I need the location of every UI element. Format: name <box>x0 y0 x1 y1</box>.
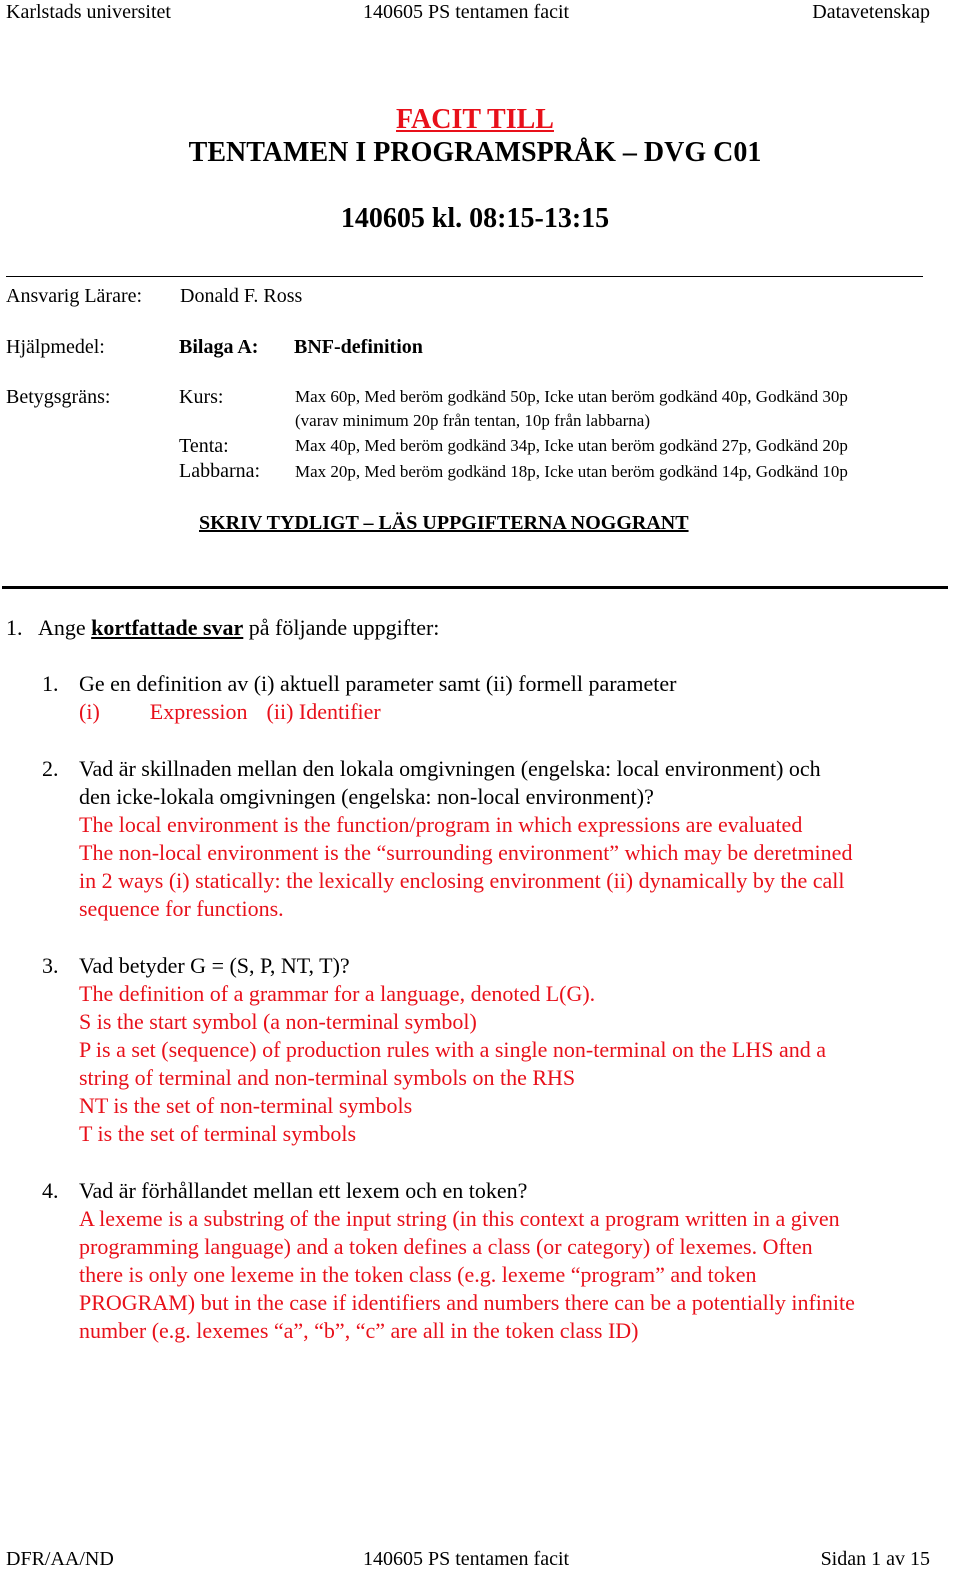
exam-label: Tenta: <box>179 435 229 457</box>
question-4 <box>79 1177 949 1345</box>
exam-value: Max 40p, Med beröm godkänd 34p, Icke utan beröm godkänd 27p, Godkänd 20p <box>295 436 848 455</box>
answer-4-line: PROGRAM) but in the case if identifiers and numbers there can be a potentially infinite <box>79 1290 855 1315</box>
answer-2-line: The non-local environment is the “surrounding environment” which may be deretmined <box>79 840 853 865</box>
course-line-2: (varav minimum 20p från tentan, 10p från labbarna) <box>295 411 650 430</box>
course-line-1: Max 60p, Med beröm godkänd 50p, Icke utan beröm godkänd 40p, Godkänd 30p <box>295 387 848 406</box>
question-1-answer <box>79 698 949 726</box>
answer-3-line: The definition of a grammar for a language, denoted L(G). <box>79 981 596 1006</box>
section-number: 1. <box>6 615 23 640</box>
question-3 <box>79 952 949 1148</box>
aids-item: Bilaga A: <box>179 336 259 358</box>
labs-value: Max 20p, Med beröm godkänd 18p, Icke utan beröm godkänd 14p, Godkänd 10p <box>295 462 848 481</box>
question-2 <box>79 755 949 923</box>
instruction: SKRIV TYDLIGT – LÄS UPPGIFTERNA NOGGRANT <box>199 512 689 534</box>
question-2-line: Vad är skillnaden mellan den lokala omgivningen (engelska: local environment) och <box>79 756 821 781</box>
answer-3-line: string of terminal and non-terminal symbols on the RHS <box>79 1065 576 1090</box>
header-right: Datavetenskap <box>812 1 930 23</box>
question-1-text: Ge en definition av (i) aktuell parameter samt (ii) formell parameter <box>79 671 677 696</box>
answer-4-line: number (e.g. lexemes “a”, “b”, “c” are all in the token class ID) <box>79 1318 639 1343</box>
answer-2-line: The local environment is the function/program in which expressions are evaluated <box>79 812 803 837</box>
section-suffix: på följande uppgifter: <box>248 615 440 640</box>
answer-4-line: programming language) and a token defines a class (or category) of lexemes. Often <box>79 1234 813 1259</box>
answer-3-line: S is the start symbol (a non-terminal symbol) <box>79 1009 477 1034</box>
question-4-text: Vad är förhållandet mellan ett lexem och en token? <box>79 1178 528 1203</box>
labs-label: Labbarna: <box>179 460 261 482</box>
section-prefix: Ange <box>38 615 86 640</box>
question-3-text: Vad betyder G = (S, P, NT, T)? <box>79 953 350 978</box>
question-3-number: 3. <box>42 953 59 978</box>
footer-center: 140605 PS tentamen facit <box>363 1548 570 1570</box>
answer-1-part-ii: (ii) Identifier <box>266 699 381 724</box>
teacher-label: Ansvarig Lärare: <box>6 285 143 307</box>
course-label: Kurs: <box>179 386 224 408</box>
footer-left: DFR/AA/ND <box>6 1548 114 1570</box>
question-1-number: 1. <box>42 671 59 696</box>
answer-1-part-expression: Expression <box>149 699 248 724</box>
section-divider <box>2 586 948 589</box>
header-left: Karlstads universitet <box>6 1 171 23</box>
section-heading <box>6 614 439 642</box>
section-emphasis: kortfattade svar <box>91 615 244 640</box>
header-center: 140605 PS tentamen facit <box>363 1 570 23</box>
header-divider <box>6 276 923 277</box>
answer-2-line: in 2 ways (i) statically: the lexically enclosing environment (ii) dynamically by the call <box>79 868 845 893</box>
exam-date: 140605 kl. 08:15-13:15 <box>340 203 610 234</box>
answer-3-line: T is the set of terminal symbols <box>79 1121 357 1146</box>
question-2-line: den icke-lokala omgivningen (engelska: non-local environment)? <box>79 784 654 809</box>
answer-4-line: there is only one lexeme in the token class (e.g. lexeme “program” and token <box>79 1262 757 1287</box>
aids-label: Hjälpmedel: <box>6 336 105 358</box>
grade-label: Betygsgräns: <box>6 386 111 408</box>
aids-value: BNF-definition <box>294 336 423 358</box>
teacher-value: Donald F. Ross <box>180 285 303 307</box>
answer-2-line: sequence for functions. <box>79 896 284 921</box>
question-1 <box>79 670 949 726</box>
answer-1-part-i: (i) <box>79 699 100 724</box>
question-2-number: 2. <box>42 756 59 781</box>
footer-page-number: Sidan 1 av 15 <box>820 1548 930 1570</box>
answer-3-line: NT is the set of non-terminal symbols <box>79 1093 413 1118</box>
answer-4-line: A lexeme is a substring of the input string (in this context a program written in a given <box>79 1206 840 1231</box>
exam-title: TENTAMEN I PROGRAMSPRÅK – DVG C01 <box>188 137 762 168</box>
facit-title: FACIT TILL <box>396 104 554 135</box>
question-4-number: 4. <box>42 1178 59 1203</box>
answer-3-line: P is a set (sequence) of production rules with a single non-terminal on the LHS and a <box>79 1037 827 1062</box>
